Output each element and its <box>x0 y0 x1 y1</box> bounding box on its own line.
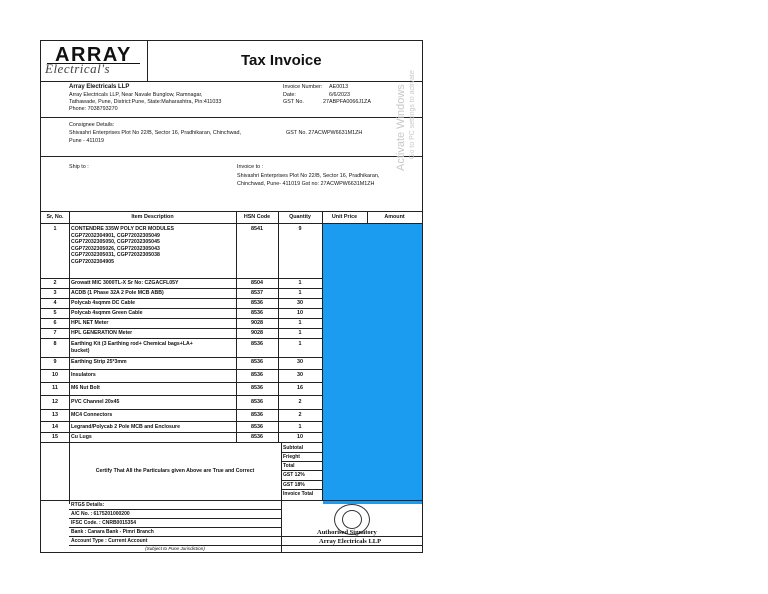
gst-number: 27ABPFA0066J1ZA <box>323 99 371 105</box>
row-7-qty: 1 <box>298 330 302 336</box>
row-12-hsn: 8536 <box>251 399 263 405</box>
row-12-bottom <box>41 409 322 410</box>
row-7-bottom <box>41 338 322 339</box>
row-8-desc-2: bucket) <box>71 348 90 354</box>
header-quantity: Quantity <box>289 214 311 220</box>
bank-name: Bank : Canara Bank - Pimri Branch <box>71 529 154 535</box>
company-stamp-inner <box>342 510 362 529</box>
invoice-number: AE0013 <box>329 84 349 90</box>
row-13-qty: 2 <box>298 412 302 418</box>
signatory-company: Array Electricals LLP <box>319 538 382 545</box>
row-3-qty: 1 <box>298 290 302 296</box>
header-divider <box>41 81 422 82</box>
row-11-bottom <box>41 395 322 396</box>
bank-divider-2 <box>69 518 281 519</box>
row-5-desc: Polycab 4sqmm Green Cable <box>71 310 143 316</box>
row-15-qty: 10 <box>297 434 303 440</box>
row-5-bottom <box>41 318 322 319</box>
row-10-sr: 10 <box>52 372 58 378</box>
row-5-sr: 5 <box>53 310 57 316</box>
row-11-desc: M6 Nut Bolt <box>71 385 100 391</box>
row-7-sr: 7 <box>53 330 57 336</box>
row-8-hsn: 8536 <box>251 341 263 347</box>
page-title: Tax Invoice <box>241 52 322 69</box>
row-13-sr: 13 <box>52 412 58 418</box>
row-4-qty: 30 <box>297 300 303 306</box>
row-4-hsn: 8536 <box>251 300 263 306</box>
invoice-sheet <box>40 40 423 553</box>
row-7-hsn: 9028 <box>251 330 263 336</box>
header-hsn: HSN Code <box>243 214 271 220</box>
consignee-line-2: Pune - 411019 <box>69 138 104 144</box>
col-line-hsn <box>278 211 279 442</box>
row-4-desc: Polycab 4sqmm DC Cable <box>71 300 136 306</box>
row-2-bottom <box>41 288 322 289</box>
gst-label: GST No. <box>283 99 304 105</box>
header-sr: Sr, No. <box>46 214 64 220</box>
row-4-sr: 4 <box>53 300 57 306</box>
row-3-desc: ACDB (1 Phase 32A 2 Pole MCB ABB) <box>71 290 164 296</box>
row-2-hsn: 8504 <box>251 280 263 286</box>
row-6-bottom <box>41 328 322 329</box>
logo-electricals-text: Electrical's <box>45 61 111 76</box>
authorised-signatory: Authorised Signatory <box>317 529 377 536</box>
consignee-gst: GST No. 27ACWPW6631M1ZH <box>286 130 363 136</box>
company-phone: Phone: 7038793270 <box>69 106 118 112</box>
row-12-desc: PVC Channel 20x45 <box>71 399 120 405</box>
row-3-hsn: 8537 <box>251 290 263 296</box>
consignee-heading: Consignee Details: <box>69 122 115 128</box>
row-1-desc-1: CONTENDRE 335W POLY DCR MODULES <box>71 226 174 232</box>
row-9-desc: Earthing Strip 25*3mm <box>71 359 127 365</box>
logo-divider <box>147 41 148 81</box>
invoice-date-label: Date: <box>283 92 296 98</box>
gst18-label: GST 18% <box>283 482 305 488</box>
table-top <box>41 211 422 212</box>
row-11-hsn: 8536 <box>251 385 263 391</box>
header-description: Item Description <box>131 214 174 220</box>
company-address-1: Array Electricals LLP, Near Navale Bunglow, Ramnagar, <box>69 92 203 98</box>
subtotal-label: Subtotal <box>283 445 303 451</box>
totals-divider-1 <box>281 452 322 453</box>
row-13-hsn: 8536 <box>251 412 263 418</box>
row-8-bottom <box>41 357 322 358</box>
row-10-hsn: 8536 <box>251 372 263 378</box>
row-4-bottom <box>41 308 322 309</box>
col-line-price <box>367 211 368 223</box>
row-3-sr: 3 <box>53 290 57 296</box>
watermark-line-1: Activate Windows <box>395 84 407 171</box>
watermark-line-2: Go to PC settings to activate <box>409 70 416 159</box>
row-1-desc-2: CGP72032304901, CGP72032305049 <box>71 232 160 239</box>
row-2-sr: 2 <box>53 280 57 286</box>
freight-label: Frieght <box>283 454 300 460</box>
row-8-sr: 8 <box>53 341 57 347</box>
row-1-desc-6: CGP72032304905 <box>71 258 114 265</box>
row-8-qty: 1 <box>298 341 302 347</box>
bank-divider-1 <box>69 509 281 510</box>
company-logo <box>41 41 147 81</box>
row-6-sr: 6 <box>53 320 57 326</box>
row-10-desc: Insulators <box>71 372 96 378</box>
invoice-total-label: Invoice Total <box>283 491 314 497</box>
jurisdiction-note: (Subject to Pune Jurisdiction) <box>145 546 205 551</box>
bank-ifsc: IFSC Code. : CNRB0015354 <box>71 520 137 526</box>
row-6-qty: 1 <box>298 320 302 326</box>
logo-array-text: ARRAY <box>55 44 132 66</box>
row-1-desc-3: CGP72032305050, CGP72032305045 <box>71 239 160 245</box>
ship-to-label: Ship to : <box>69 164 89 170</box>
row-5-qty: 10 <box>297 310 303 316</box>
company-divider <box>41 117 422 118</box>
row-13-bottom <box>41 421 322 422</box>
row-1-hsn: 8541 <box>251 226 263 232</box>
gst12-label: GST 12% <box>283 472 305 478</box>
certify-statement: Certify That All the Particulars given Above are True and Correct <box>95 468 255 474</box>
totals-divider-5 <box>281 489 322 490</box>
row-11-qty: 16 <box>297 385 303 391</box>
row-9-sr: 9 <box>53 359 57 365</box>
bank-divider-4 <box>69 536 422 537</box>
row-15-desc: Cu Lugs <box>71 434 92 440</box>
col-line-desc <box>236 211 237 442</box>
row-12-qty: 2 <box>298 399 302 405</box>
invoice-to-line-1: Shivashri Enterprises Plot No 22/B, Sector 16, Pradhikaran, <box>237 173 380 179</box>
row-1-sr: 1 <box>53 226 57 232</box>
row-14-sr: 14 <box>52 424 58 430</box>
company-address-2: Tathawade, Pune, District:Pune, State:Maharashtra, Pin:411033 <box>69 99 222 105</box>
invoice-to-label: Invoice to : <box>237 164 264 170</box>
row-9-hsn: 8536 <box>251 359 263 365</box>
row-1-desc-5: CGP72032305031, CGP72032305038 <box>71 252 160 258</box>
row-10-qty: 30 <box>297 372 303 378</box>
row-9-bottom <box>41 369 322 370</box>
row-15-hsn: 8536 <box>251 434 263 440</box>
row-9-qty: 30 <box>297 359 303 365</box>
row-14-hsn: 8536 <box>251 424 263 430</box>
row-15-sr: 15 <box>52 434 58 440</box>
bank-heading: RTGS Details: <box>71 502 105 508</box>
row-14-bottom <box>41 432 322 433</box>
invoice-number-label: Invoice Number: <box>283 84 323 90</box>
row-12-sr: 12 <box>52 399 58 405</box>
row-7-desc: HPL GENERATION Meter <box>71 330 133 336</box>
totals-divider-3 <box>281 470 322 471</box>
row-11-sr: 11 <box>52 385 58 391</box>
row-15-bottom <box>41 442 322 443</box>
invoice-to-line-2: Chinchwad, Pune- 411019 Gst no: 27ACWPW6631M1ZH <box>237 181 375 187</box>
row-14-qty: 1 <box>298 424 302 430</box>
bank-account-type: Account Type : Current Account <box>71 538 148 544</box>
row-3-bottom <box>41 298 322 299</box>
row-6-hsn: 9028 <box>251 320 263 326</box>
row-8-desc: Earthing Kit (3 Earthing rod+ Chemical bags+LA+ <box>71 341 193 347</box>
row-1-qty: 9 <box>298 226 302 232</box>
bank-account: A/C No. : 6175201000200 <box>71 511 130 517</box>
row-13-desc: MC4 Connectors <box>71 412 113 418</box>
row-5-hsn: 8536 <box>251 310 263 316</box>
row-6-desc: HPL NET Meter <box>71 320 109 326</box>
row-1-bottom <box>41 278 322 279</box>
redacted-amount-block <box>323 224 422 504</box>
footer-top <box>41 500 422 501</box>
row-2-desc: Growatt MIC 3000TL-X Sr No: CZGACFL05Y <box>71 280 179 286</box>
consignee-line-1: Shivashri Enterprises Plot No 22/B, Sector 16, Pradhikaran, Chinchwad, <box>69 130 241 136</box>
row-14-desc: Legrand/Polycab 2 Pole MCB and Enclosure <box>71 424 180 430</box>
row-10-bottom <box>41 382 322 383</box>
header-amount: Amount <box>384 214 405 220</box>
totals-divider-4 <box>281 480 322 481</box>
totals-divider-2 <box>281 461 322 462</box>
total-label: Total <box>283 463 295 469</box>
header-unit-price: Unit Price <box>331 214 358 220</box>
bank-divider-3 <box>69 527 281 528</box>
consignee-divider <box>41 156 422 157</box>
company-name: Array Electricals LLP <box>69 84 130 90</box>
row-2-qty: 1 <box>298 280 302 286</box>
row-1-desc-4: CGP72032305026, CGP72032305043 <box>71 245 160 252</box>
invoice-date: 6/6/2023 <box>329 92 350 98</box>
